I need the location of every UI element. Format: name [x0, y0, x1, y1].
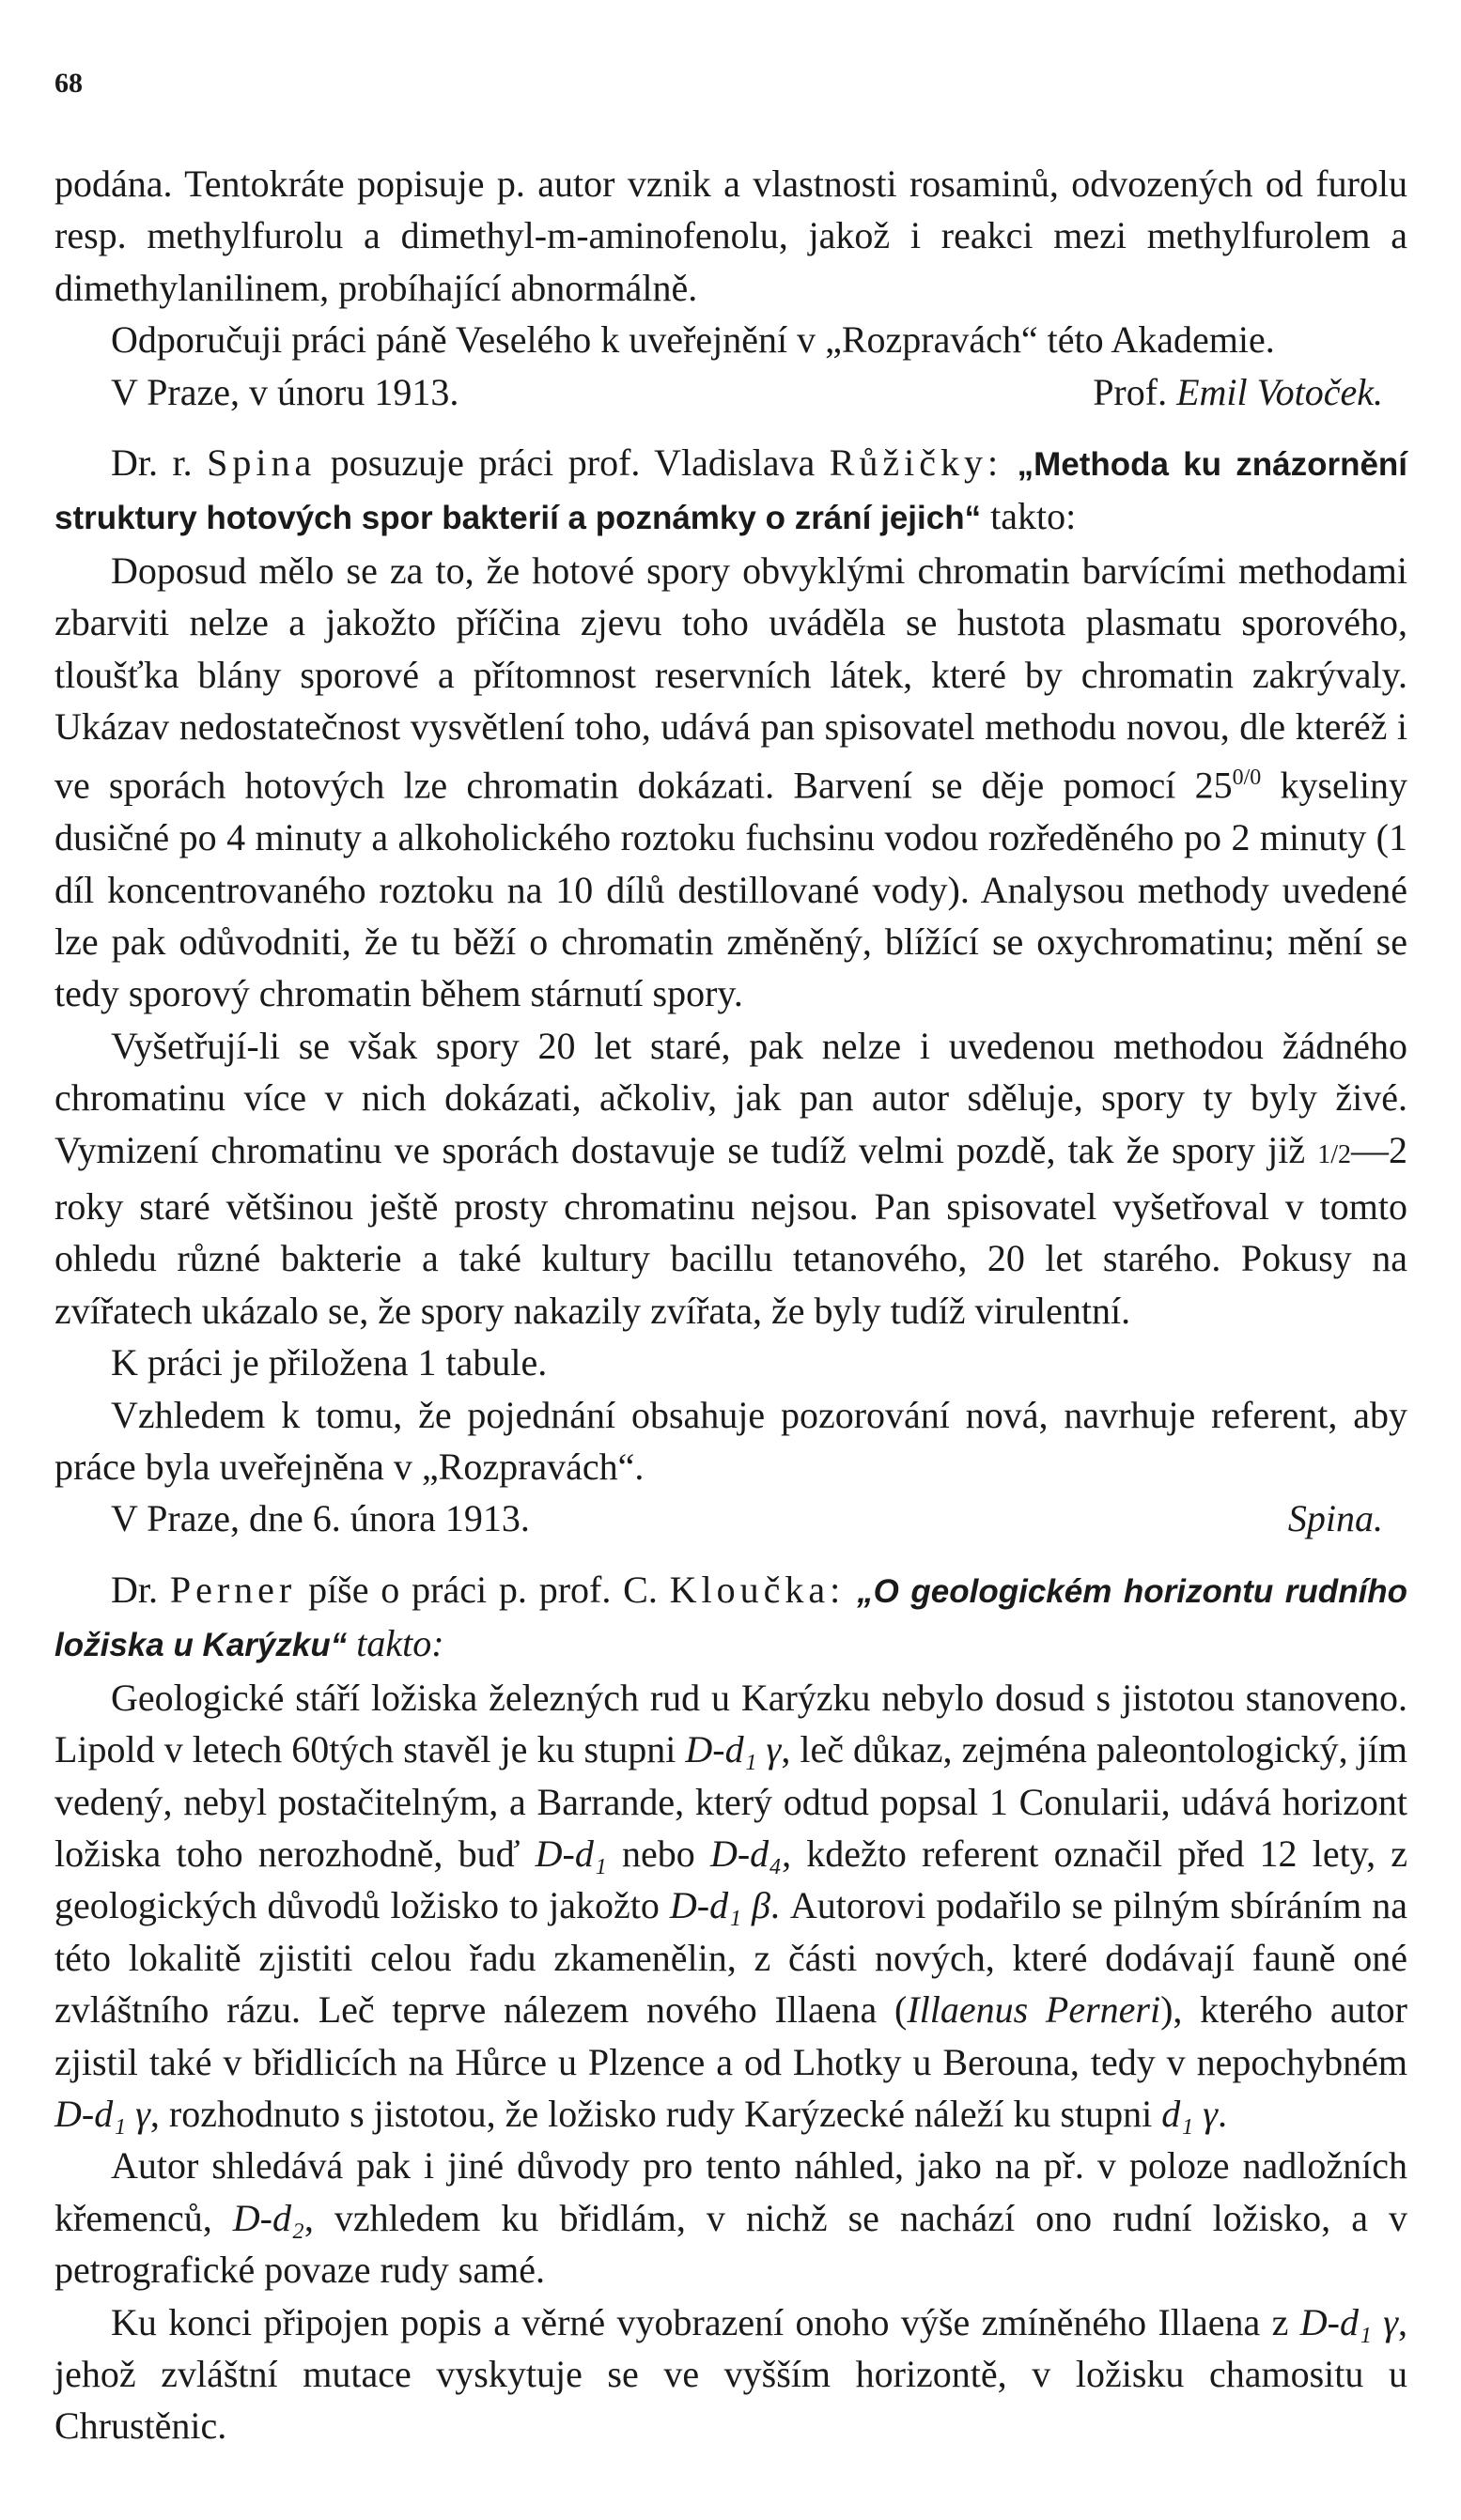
stratigraphic-symbol: D-d₂: [232, 2196, 304, 2239]
stratigraphic-symbol: D-d₁: [535, 1832, 607, 1875]
intro-text: píše o práci p. prof. C.: [308, 1568, 658, 1611]
reviewer-name: Spina: [207, 441, 317, 485]
page-body: [54, 158, 1407, 2452]
signature-title: Prof.: [1093, 370, 1168, 413]
page-number: 68: [54, 68, 83, 99]
text-run: kyseliny dusičné po 4 minuty a alkoholického roztoku fuchsinu vodou rozředěného po 2 minuty (1 díl koncentrovaného roztoku na 10 dílů destillované vody). Analysou methody uvedené lze pak odůvodniti, že tu běží o chromatin změněný, blížící se oxychromatinu; mění se tedy sporový chromatin během stárnutí spory.: [54, 764, 1408, 1015]
stratigraphic-symbol: d₁ γ: [1161, 2092, 1218, 2135]
paragraph: Vzhledem k tomu, že pojednání obsahuje pozorování nová, navrhuje referent, aby práce byla uveřejněna v „Rozpravách“.: [54, 1393, 1407, 1489]
paragraph: [54, 1672, 1407, 2141]
text-run: , rozhodnuto s jistotou, že ložisko rudy Karýzecké náleží ku stupni: [149, 2092, 1153, 2135]
stratigraphic-symbol: D-d₄: [709, 1832, 783, 1875]
species-name: Illaenus Perneri: [907, 1988, 1161, 2032]
stratigraphic-symbol: D-d₁ γ: [1299, 2300, 1399, 2343]
paragraph: [54, 545, 1407, 1020]
text-run: Autor shledává pak i jiné důvody pro tento náhled, jako na př. v poloze nadložních křemenců,: [54, 2144, 1407, 2239]
reviewer-name: Perner: [169, 1568, 297, 1611]
intro-text: Dr.: [111, 1568, 158, 1611]
work-title: „Methoda ku znázornění struktury hotových spor bakterií a poznámky o zrání jejich“: [54, 446, 1408, 537]
signature-name: Spina.: [1287, 1497, 1383, 1540]
text-run: , leč důkaz, zejména paleontologický, jím vedený, nebyl postačitelným, a Barrande, který odtud popsal 1 Conularii, udává horizont ložiska toho nerozhodně, buď: [54, 1728, 1408, 1875]
text-run: , vzhledem ku břidlám, v nichž se nachází ono rudní ložisko, a v petrografické povaze rudy samé.: [54, 2196, 1408, 2292]
stratigraphic-symbol: D-d₁ β: [669, 1884, 770, 1927]
paragraph: Odporučuji práci páně Veselého k uveřejnění v „Rozpravách“ této Akademie.: [111, 318, 1275, 362]
stratigraphic-symbol: D-d₁ γ: [54, 2092, 150, 2135]
paragraph: [54, 2296, 1407, 2452]
paragraph: [54, 1020, 1407, 1337]
intro-text: takto:: [990, 495, 1077, 538]
text-run: Geologické stáří ložiska železných rud u Karýzku nebylo dosud s jistotou stanoveno. Lipold v letech 60tých stavěl je ku stupni: [54, 1676, 1407, 1771]
signature-line: [54, 1492, 1407, 1544]
text-run: , jehož zvláštní mutace vyskytuje se ve vyšším horizontě, v ložisku chamositu u Chrustěnic.: [54, 2300, 1408, 2448]
signature: [1093, 366, 1383, 418]
fraction: 1/2: [1317, 1139, 1352, 1169]
paragraph: K práci je přiložena 1 tabule.: [111, 1341, 548, 1384]
text-run: . Autorovi podařilo se pilným sbíráním na této lokalitě zjistiti celou řadu zkamenělin, z části nových, které dodávají fauně oné zvláštního rázu. Leč teprve nálezem nového Illaena (: [54, 1884, 1407, 2032]
intro-text: posuzuje práci prof. Vladislava: [330, 441, 816, 485]
place-date: V Praze, v únoru 1913.: [111, 370, 459, 413]
text-run: nebo: [621, 1832, 695, 1875]
review-intro: [54, 1564, 1407, 1672]
text-run: , kdežto referent označil před 12 lety, z geologických důvodů ložisko to jakožto: [54, 1832, 1408, 1927]
text-run: Doposud mělo se za to, že hotové spory obvyklými chromatin barvícími methodami zbarviti nelze a jakožto příčina zjevu toho uváděla se hustota plasmatu sporového, tloušťka blány sporové a přítomnost reservních látek, které by chromatin zakrývaly. Ukázav nedostatečnost vysvětlení toho, udává pan spisovatel methodu novou, dle kteréž i ve sporách hotových lze chromatin dokázati. Barvení se děje pomocí 25: [54, 549, 1407, 807]
signature-line: [54, 366, 1407, 418]
work-title: „O geologickém horizontu rudního ložiska u Karýzku“: [54, 1572, 1408, 1664]
text-run: Vyšetřují-li se však spory 20 let staré, pak nelze i uvedenou methodou žádného chromatinu více v nich dokázati, ačkoliv, jak pan autor sděluje, spory ty byly živé. Vymizení chromatinu ve sporách dostavuje se tudíž velmi pozdě, tak že spory již: [54, 1024, 1407, 1171]
text-run: ), kterého autor zjistil také v břidlicích na Hůrce u Plzence a od Lhotky u Berouna, tedy v nepochybném: [54, 1988, 1408, 2083]
author-name: Růžičky:: [829, 441, 1003, 485]
author-name: Kloučka:: [669, 1568, 846, 1611]
stratigraphic-symbol: D-d₁ γ: [685, 1728, 782, 1771]
intro-text: Dr. r.: [111, 441, 193, 485]
text-run: —2 roky staré většinou ještě prosty chromatinu nejsou. Pan spisovatel vyšetřoval v tomto ohledu různé bakterie a také kultury bacillu tetanového, 20 let starého. Pokusy na zvířatech ukázalo se, že spory nakazily zvířata, že byly tudíž virulentní.: [54, 1128, 1408, 1332]
intro-text: takto:: [356, 1622, 444, 1665]
paragraph: podána. Tentokráte popisuje p. autor vznik a vlastnosti rosaminů, odvozených od furolu resp. methylfurolu a dimethyl-m-aminofenolu, jakož i reakci mezi methylfurolem a dimethylanilinem, probíhající abnormálně.: [54, 162, 1407, 309]
place-date: V Praze, dne 6. února 1913.: [111, 1497, 530, 1540]
paragraph: [54, 2140, 1407, 2296]
signature-name: Emil Votoček.: [1176, 370, 1383, 413]
text-run: .: [1217, 2092, 1227, 2135]
percent-sign: 0/0: [1232, 765, 1262, 791]
review-intro: [54, 437, 1407, 545]
text-run: Ku konci připojen popis a věrné vyobrazení onoho výše zmíněného Illaena z: [111, 2300, 1289, 2343]
